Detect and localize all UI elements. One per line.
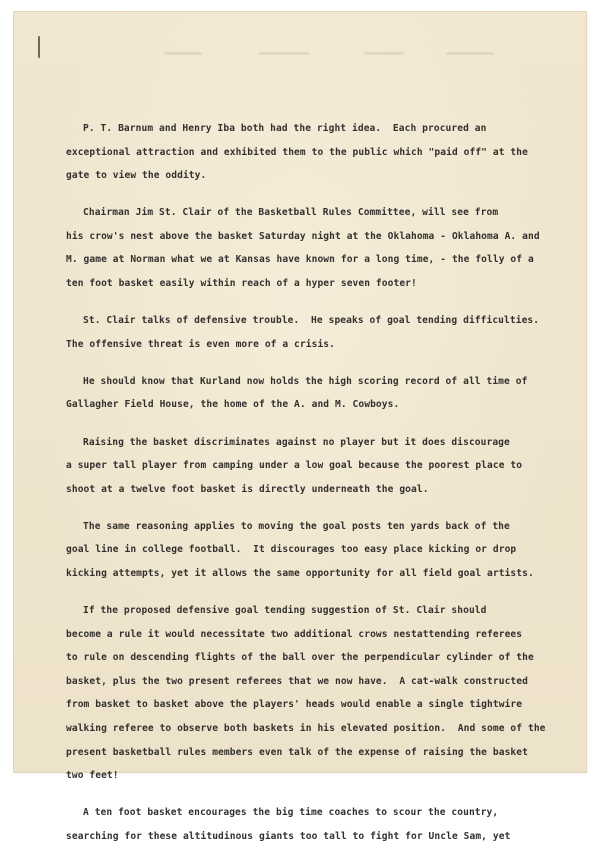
text-line: St. Clair talks of defensive trouble. He speaks of goal tending difficulties. <box>83 315 540 327</box>
paragraph <box>66 599 566 788</box>
text-line: goal line in college football. It discourages too easy place kicking or drop <box>66 544 517 556</box>
text-line: Raising the basket discriminates against no player but it does discourage <box>83 436 510 448</box>
text-line: If the proposed defensive goal tending suggestion of St. Clair should <box>83 605 487 617</box>
text-line: shoot at a twelve foot basket is directly underneath the goal. <box>66 483 429 495</box>
text-line: exceptional attraction and exhibited them to the public which "paid off" at the <box>66 146 528 158</box>
text-line: Chairman Jim St. Clair of the Basketball Rules Committee, will see from <box>83 207 499 219</box>
text-line: basket, plus the two present referees that we now have. A cat-walk constructed <box>66 675 528 687</box>
paragraph <box>66 515 566 586</box>
paragraph <box>66 201 566 295</box>
text-line: ten foot basket easily within reach of a hyper seven footer! <box>66 278 417 290</box>
paragraph <box>66 117 566 188</box>
text-line: A ten foot basket encourages the big time coaches to scour the country, <box>83 807 499 819</box>
text-line: Gallagher Field House, the home of the A. and M. Cowboys. <box>66 399 400 411</box>
text-line: become a rule it would necessitate two additional crows nestattending referees <box>66 628 523 640</box>
text-line: from basket to basket above the players' heads would enable a single tightwire <box>66 699 523 711</box>
faint-bleedthrough-header <box>164 52 494 62</box>
text-line: walking referee to observe both baskets in his elevated position. And some of the <box>66 723 546 735</box>
text-line: The offensive threat is even more of a crisis. <box>66 338 335 350</box>
text-line: gate to view the oddity. <box>66 170 207 182</box>
text-line: present basketball rules members even talk of the expense of raising the basket <box>66 746 528 758</box>
text-line: two feet! <box>66 770 119 782</box>
text-line: searching for these altitudinous giants too tall to fight for Uncle Sam, yet <box>66 830 511 842</box>
paragraph <box>66 370 566 417</box>
text-line: to rule on descending flights of the ball over the perpendicular cylinder of the <box>66 652 534 664</box>
text-line: He should know that Kurland now holds the high scoring record of all time of <box>83 375 528 387</box>
pencil-mark <box>38 36 40 58</box>
text-line: M. game at Norman what we at Kansas have known for a long time, - the folly of a <box>66 254 534 266</box>
text-line: his crow's nest above the basket Saturday night at the Oklahoma - Oklahoma A. and <box>66 230 540 242</box>
text-line: kicking attempts, yet it allows the same opportunity for all field goal artists. <box>66 568 534 579</box>
text-line: a super tall player from camping under a low goal because the poorest place to <box>66 460 523 472</box>
typed-letter-page <box>14 12 586 842</box>
letter-body <box>66 117 566 862</box>
text-line: P. T. Barnum and Henry Iba both had the right idea. Each procured an <box>83 123 487 134</box>
paragraph <box>66 431 566 502</box>
paragraph <box>66 309 566 356</box>
paragraph <box>66 801 566 848</box>
text-line: The same reasoning applies to moving the goal posts ten yards back of the <box>83 520 510 532</box>
